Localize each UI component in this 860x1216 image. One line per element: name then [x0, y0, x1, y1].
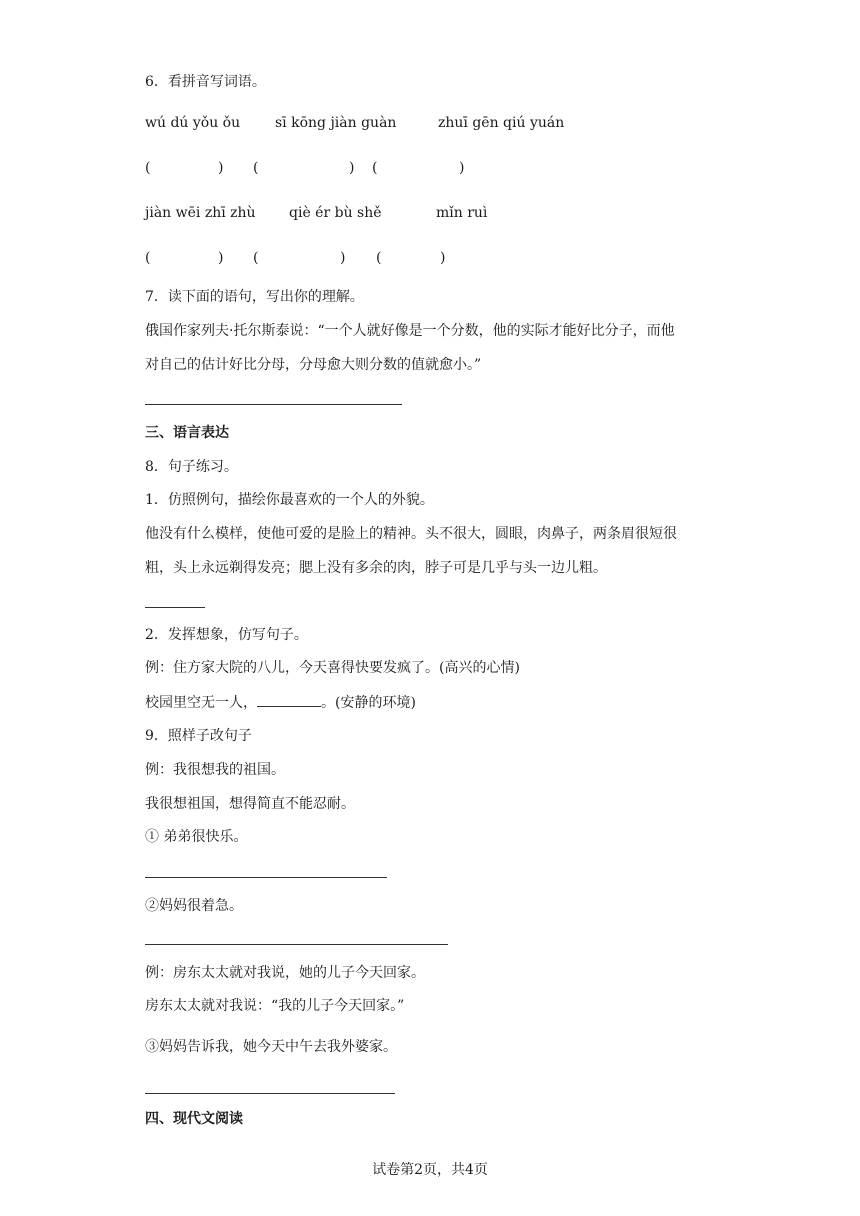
answer-blank-1-close[interactable]: ) — [218, 160, 224, 176]
pinyin-4: jiàn wēi zhī zhù — [145, 205, 256, 221]
pinyin-3: zhuī gēn qiú yuán — [438, 115, 565, 131]
section-4-heading: 四、现代文阅读 — [145, 1111, 243, 1127]
q8-example-line-1: 他没有什么模样，使他可爱的是脸上的精神。头不很大，圆眼，肉鼻子，两条眉很短很 — [145, 526, 677, 542]
q8-answer-line-1[interactable] — [145, 607, 205, 608]
q9-example-4: 房东太太就对我说：“我的儿子今天回家。” — [145, 998, 405, 1014]
answer-blank-6-open[interactable]: ( — [376, 250, 382, 266]
pinyin-5: qiè ér bù shě — [289, 205, 382, 221]
pinyin-6: mǐn ruì — [436, 205, 488, 221]
q7-quote-line-1: 俄国作家列夫·托尔斯泰说：“一个人就好像是一个分数，他的实际才能好比分子，而他 — [145, 323, 675, 339]
q9-item-3: ③妈妈告诉我，她今天中午去我外婆家。 — [145, 1039, 397, 1055]
q9-example-2: 我很想祖国，想得简直不能忍耐。 — [145, 796, 355, 812]
q9-item-2: ②妈妈很着急。 — [145, 898, 243, 914]
q8-fill-suffix: 。(安静的环境) — [321, 695, 416, 711]
answer-blank-3-open[interactable]: ( — [372, 160, 378, 176]
q8-sub-2: 2．发挥想象，仿写句子。 — [145, 627, 308, 643]
q8-sub-1: 1．仿照例句，描绘你最喜欢的一个人的外貌。 — [145, 492, 434, 508]
answer-blank-6-close[interactable]: ) — [440, 250, 446, 266]
pinyin-2: sī kōng jiàn guàn — [275, 115, 397, 131]
q7-answer-line[interactable] — [145, 404, 402, 405]
answer-blank-3-close[interactable]: ) — [459, 160, 465, 176]
q9-item-1: ① 弟弟很快乐。 — [145, 829, 248, 845]
q9-answer-line-1[interactable] — [145, 877, 387, 878]
q8-fill-prefix: 校园里空无一人， — [145, 695, 257, 711]
answer-blank-2-open[interactable]: ( — [253, 160, 259, 176]
q9-answer-line-3[interactable] — [145, 1093, 395, 1094]
answer-blank-5-open[interactable]: ( — [253, 250, 259, 266]
answer-blank-4-close[interactable]: ) — [218, 250, 224, 266]
answer-blank-4-open[interactable]: ( — [145, 250, 151, 266]
q7-title: 7．读下面的语句，写出你的理解。 — [145, 289, 364, 305]
q8-fill-sentence — [145, 692, 416, 713]
q9-example-1: 例：我很想我的祖国。 — [145, 762, 285, 778]
q9-answer-line-2[interactable] — [145, 944, 448, 945]
section-3-heading: 三、语言表达 — [145, 425, 229, 441]
q8-example-line-3: 例：住方家大院的八儿，今天喜得快要发疯了。(高兴的心情) — [145, 660, 520, 676]
q7-quote-line-2: 对自己的估计好比分母，分母愈大则分数的值就愈小。” — [145, 357, 482, 373]
q8-example-line-2: 粗，头上永远剃得发亮；腮上没有多余的肉，脖子可是几乎与头一边儿粗。 — [145, 560, 607, 576]
answer-blank-1-open[interactable]: ( — [145, 160, 151, 176]
page-footer: 试卷第2页，共4页 — [372, 1162, 488, 1178]
q8-fill-blank[interactable] — [257, 692, 321, 707]
q9-example-3: 例：房东太太就对我说，她的儿子今天回家。 — [145, 965, 425, 981]
q8-title: 8．句子练习。 — [145, 459, 238, 475]
q9-title: 9．照样子改句子 — [145, 728, 252, 744]
pinyin-1: wú dú yǒu ǒu — [145, 115, 241, 131]
answer-blank-5-close[interactable]: ) — [340, 250, 346, 266]
answer-blank-2-close[interactable]: ) — [349, 160, 355, 176]
q6-title: 6．看拼音写词语。 — [145, 74, 266, 90]
